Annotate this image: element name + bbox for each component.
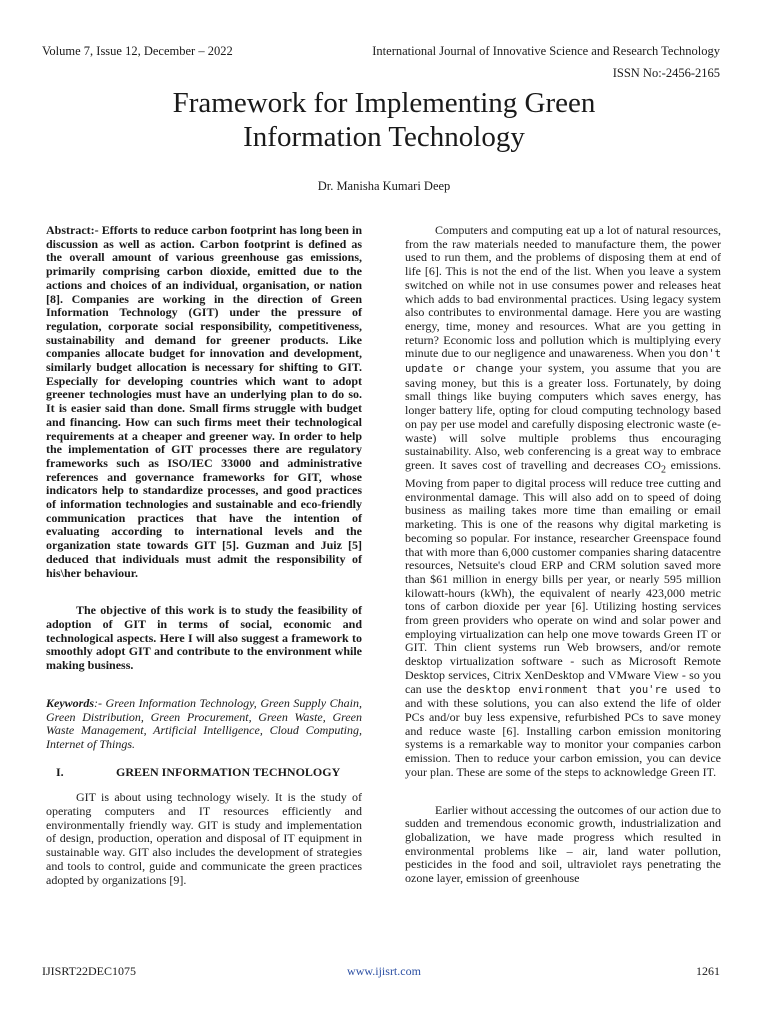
para-text-c: emissions. Moving from paper to digital process will reduce tree cutting and environmental damage. This will also add on to speed of doing business as mailing takes more time than emailing or email marketing. This is one of the reasons why digital marketing is becoming so popular. For instance, researcher Greenspace found that with more than 6,000 customer companies sharing datacentre resources, Netsuite's cloud ERP and CRM solution saved more than $61 million in energy bills per year, or nearly 595 million kilowatt-hours (kWh), the equivalent of nearly 423,000 metric tons of carbon dioxide per year [6]. Utilizing hosting services from green providers who operate on wind and solar power and employing virtualization can help one move towards Green IT or GIT. Thin client systems run Web browsers, and/or remote desktop virtualization software - such as Microsoft Remote Desktop services, Citrix XenDesktop and VMware View - so you can use the	[405, 457, 722, 696]
right-column	[405, 224, 721, 886]
website-link[interactable]: www.ijisrt.com	[347, 964, 421, 978]
section-number: I.	[56, 764, 64, 779]
para-text-d: and with these solutions, you can also extend the life of older PCs and/or buy less expensive, refurbished PCs to save money and reduce waste [6]. Installing carbon emission monitoring systems is a remarkable way to monitor your companies carbon emission. Then to reduce your carbon emission, you can device your plan. These are some of the steps to acknowledge Green IT.	[405, 696, 721, 779]
left-column	[46, 224, 362, 887]
journal-name: International Journal of Innovative Science and Research Technology	[372, 44, 720, 58]
title-line-2: Information Technology	[243, 121, 525, 153]
para-text-a: Computers and computing eat up a lot of natural resources, from the raw materials needed to manufacture them, the power used to run them, and the problems of disposing them at end of life [6]. This is not the end of the list. When you leave a system switched on while not in use consumes power and releases heat which adds to bad environmental practices. Using legacy system also contributes to environmental damage. Here you are wasting energy, time, money and resources. What are you getting in return? Economic loss and pollution which is multiplying every minute due to our negligence and unawareness. When you	[405, 223, 721, 361]
inline-code-1: don't update or change	[405, 348, 721, 376]
page-number: 1261	[696, 964, 720, 978]
objective-paragraph: The objective of this work is to study the feasibility of adoption of GIT in terms of social, economic and technological aspects. Here I will also suggest a framework to smoothly adopt GIT and contribute to the environment while making business.	[46, 603, 362, 673]
body-paragraph-2: Earlier without accessing the outcomes of our action due to sudden and tremendous economic growth, industrialization and globalization, we have made progress which resulted in environmental problems like – air, land water pollution, pesticides in the food and soil, ultraviolet rays penetrating the ozone layer, emission of greenhouse	[405, 802, 721, 886]
section-heading	[46, 766, 362, 780]
title-line-1: Framework for Implementing Green	[172, 87, 596, 119]
issn: ISSN No:-2456-2165	[612, 66, 720, 80]
abstract: Abstract:- Efforts to reduce carbon footprint has long been in discussion as well as action. Carbon footprint is defined as the overall amount of various greenhouse gas emissions, primarily comprising carbon dioxide, emitted due to the actions and choices of an individual, organisation, or nation [8]. Companies are working in the direction of Green Information Technology (GIT) under the pressure of regulation, corporate social responsibility, competitiveness, sustainability and demand for greener products. Like companies allocate budget for innovation and development, similarly budget allocation is necessary for shifting to GIT. Especially for developing countries which want to adopt greener technologies must have an underlying plan to do so. It is easier said than done. Small firms struggle with budget and financing. How can such firms meet their technological requirements at a cheaper and greener way. In order to help the implementation of GIT processes there are regulatory frameworks such as ISO/IEC 33000 and administrative references and governance frameworks for GIT, whose indicators help to standardize processes, and good practices of information technologies and sustainable and eco-friendly communication practices that have the intention of evaluating according to international levels and the organization state towards GIT [5]. Guzman and Juiz [5] deduced that individuals must admit the responsibility of his\her behaviour.	[46, 223, 362, 580]
subscript-2: 2	[660, 464, 666, 476]
section-paragraph: GIT is about using technology wisely. It is the study of operating computers and IT resources efficiently and environmentally friendly way. GIT is study and implementation of design, production, operation and disposal of IT equipment in sustainable way. GIT also includes the development of strategies and tools to control, guide and communicate the green practices adopted by organizations [9].	[46, 790, 362, 887]
keywords	[46, 697, 362, 752]
keywords-label: Keywords	[46, 695, 94, 710]
volume-issue: Volume 7, Issue 12, December – 2022	[42, 44, 233, 58]
paper-id: IJISRT22DEC1075	[42, 964, 136, 978]
para-text-b: your system, you assume that you are saving money, but this is a greater loss. Fortunately, by doing small things like buying computers which saves energy, has longer battery life, opting for cloud computing technology based on pay per use model and carefully disposing electronic waste (e-waste) will solve multiple problems thus encouraging sustainability. Also, web conferencing is a great way to embrace green. It saves cost of travelling and decreases CO	[405, 361, 721, 472]
author-name: Dr. Manisha Kumari Deep	[317, 179, 451, 193]
paper-title	[84, 86, 684, 154]
keywords-text: :- Green Information Technology, Green Supply Chain, Green Distribution, Green Procurement, Green Waste, Green Waste Management, Artificial Intelligence, Cloud Computing, Internet of Things.	[46, 695, 362, 751]
section-title: GREEN INFORMATION TECHNOLOGY	[116, 764, 341, 779]
body-paragraph-1	[405, 224, 721, 780]
inline-code-2: desktop environment that you're used to	[466, 683, 722, 696]
